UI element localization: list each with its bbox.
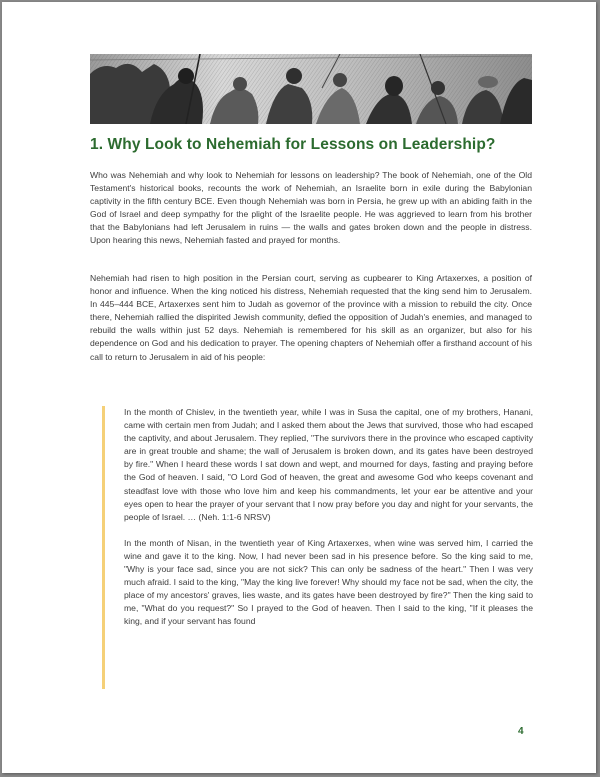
quote-paragraph: In the month of Chislev, in the twentieth year, while I was in Susa the capital, one of my brothers, Hanani, came with certain men from Judah; and I asked them about the Jews that survived, those who had escaped the captivity, and about Jerusalem. They replied, "The survivors there in the province who escaped captivity are in great trouble and shame; the wall of Jerusalem is broken down, and its gates have been destroyed by fire." When I heard these words I sat down and wept, and mourned for days, fasting and praying before the God of heaven. I said, "O Lord God of heaven, the great and awesome God who keeps covenant and steadfast love with those who love him and keep his commandments, let your ear be attentive and your eyes open to hear the prayer of your servant that I now pray before you day and night for your servants, the people of Israel. … (Neh. 1:1-6 NRSV)	[124, 407, 533, 522]
section-heading: 1. Why Look to Nehemiah for Lessons on Leadership?	[90, 136, 496, 153]
body-paragraph: Nehemiah had risen to high position in the Persian court, serving as cupbearer to King Artaxerxes, a position of honor and influence. When the king noticed his distress, Nehemiah requested that the king send him to Jerusalem. In 445–444 BCE, Artaxerxes sent him to Judah as governor of the province with a mission to rebuild the city. Once there, Nehemiah rallied the dispirited Jewish community, defied the opposition of Judah's enemies, and managed to rebuild the walls within just 52 days. Nehemiah is remembered for his skill as an organizer, but also for his dependence on God and his dedication to prayer. The opening chapters of Nehemiah offer a firsthand account of his call to return to Jerusalem in aid of his people:	[90, 273, 532, 362]
document-page	[2, 2, 596, 773]
engraving-banner-image	[90, 54, 532, 124]
engraving-illustration	[90, 54, 532, 124]
body-paragraph: Who was Nehemiah and why look to Nehemiah for lessons on leadership? The book of Nehemiah, one of the Old Testament's historical books, recounts the work of Nehemiah, an Israelite born in exile during the Babylonian captivity in the fifth century BCE. Even though Nehemiah was born in Persia, he grew up with an abiding faith in the God of Israel and deep sympathy for the plight of the Israelite people. He was aggrieved to learn from his brother that the Babylonians had left Jerusalem in ruins — the walls and gates broken down and the people in distress. Upon hearing this news, Nehemiah fasted and prayed for months.	[90, 170, 532, 246]
quote-paragraph: In the month of Nisan, in the twentieth year of King Artaxerxes, when wine was served him, I carried the wine and gave it to the king. Now, I had never been sad in his presence before. So the king said to me, "Why is your face sad, since you are not sick? This can only be sadness of the heart." Then I was very much afraid. I said to the king, "May the king live forever! Why should my face not be sad, when the city, the place of my ancestors' graves, lies waste, and its gates have been destroyed by fire?" Then the king said to me, "What do you request?" So I prayed to the God of heaven. Then I said to the king, "If it pleases the king, and if your servant has found	[124, 537, 533, 627]
page-number: 4	[518, 726, 524, 737]
block-quote	[102, 406, 533, 689]
